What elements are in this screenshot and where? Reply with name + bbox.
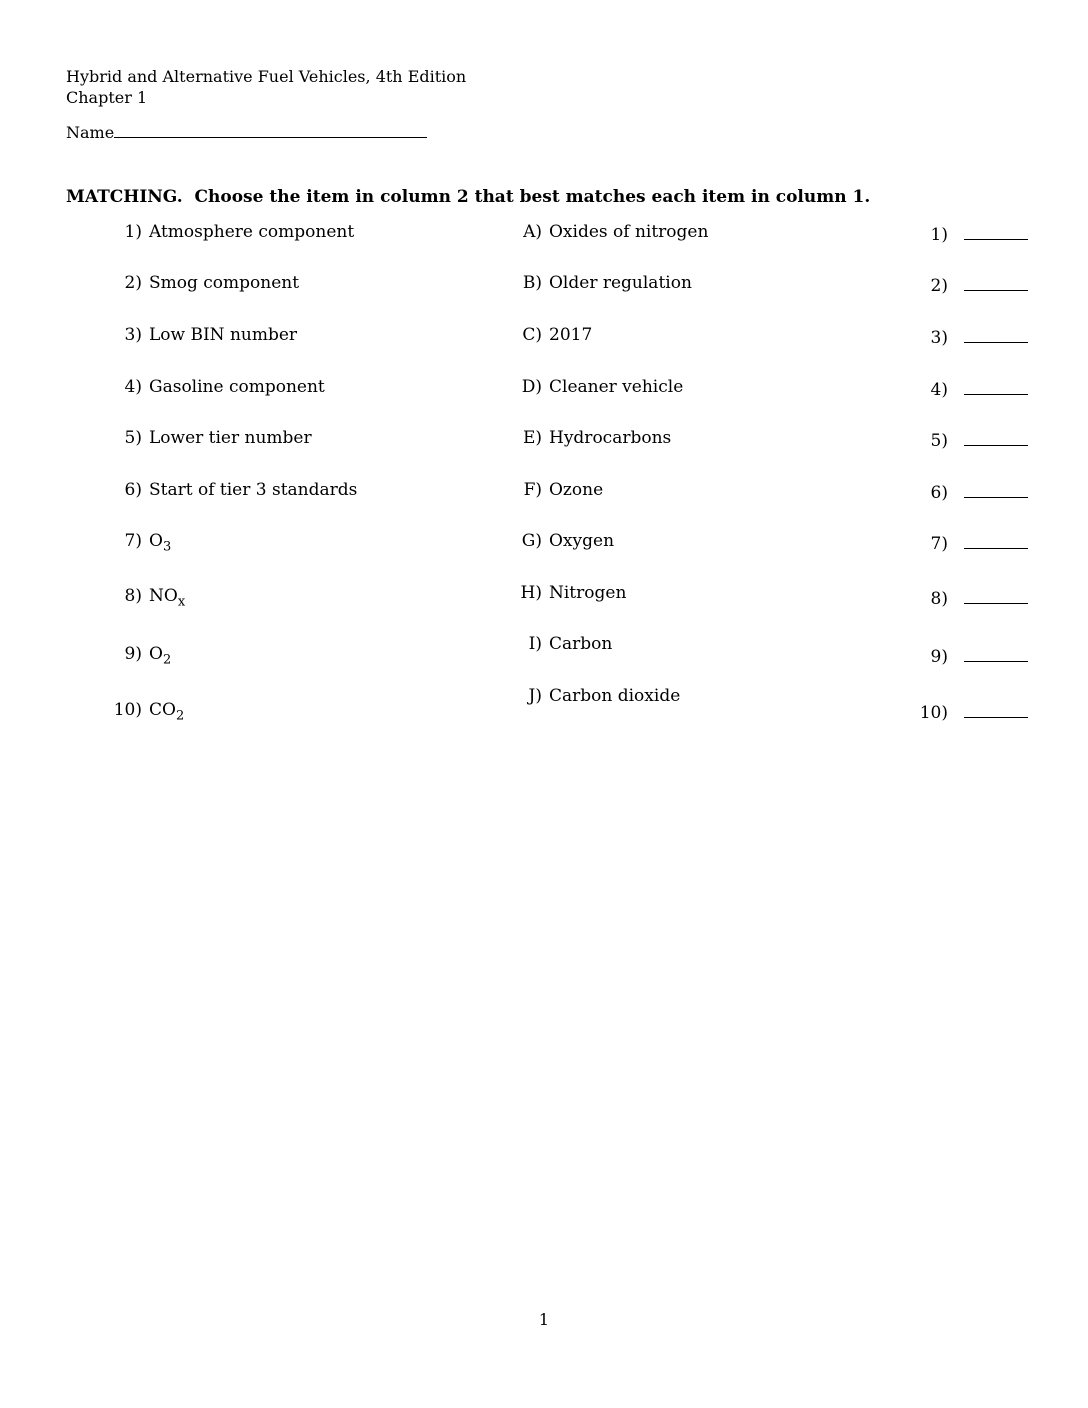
item-number: 7): [124, 531, 142, 551]
matching-choice: [498, 480, 603, 500]
item-subscript: 2: [162, 652, 172, 668]
answer-number: 6): [930, 483, 948, 503]
item-label: Start of tier 3 standards: [149, 480, 358, 500]
matching-choice: [498, 222, 708, 242]
matching-item: [96, 480, 357, 500]
answer-row: [902, 644, 1028, 667]
item-number: 10): [113, 700, 142, 720]
name-field-row: [66, 121, 427, 142]
choice-letter: I): [528, 634, 542, 654]
matching-choice: [498, 583, 626, 603]
choice-label: Older regulation: [549, 273, 692, 293]
book-title: Hybrid and Alternative Fuel Vehicles, 4th Edition: [66, 67, 467, 86]
matching-item: [96, 377, 325, 397]
item-label: O: [149, 644, 163, 664]
matching-item: [96, 325, 297, 345]
item-label: Smog component: [149, 273, 300, 293]
answer-row: [902, 222, 1028, 245]
matching-choice: [498, 273, 692, 293]
choice-label: Cleaner vehicle: [549, 377, 684, 397]
matching-choice: [498, 377, 683, 397]
choice-letter: E): [522, 428, 542, 448]
answer-row: [902, 273, 1028, 296]
answer-row: [902, 377, 1028, 400]
name-label: Name: [66, 123, 115, 142]
item-subscript: 2: [175, 708, 185, 724]
choice-label: Hydrocarbons: [549, 428, 672, 448]
choice-label: Carbon dioxide: [549, 686, 681, 706]
item-number: 4): [124, 377, 142, 397]
answer-number: 7): [930, 534, 948, 554]
matching-choice: [498, 428, 671, 448]
answer-blank: [964, 222, 1028, 240]
choice-letter: H): [520, 583, 542, 603]
matching-choice: [498, 325, 592, 345]
item-number: 9): [124, 644, 142, 664]
answer-blank: [964, 480, 1028, 498]
choice-label: Ozone: [549, 480, 604, 500]
answer-number: 2): [930, 276, 948, 296]
item-label: Gasoline component: [149, 377, 325, 397]
answer-blank: [964, 700, 1028, 718]
answer-number: 1): [930, 225, 948, 245]
matching-choice: [498, 634, 612, 654]
choice-letter: G): [521, 531, 542, 551]
answer-number: 8): [930, 589, 948, 609]
item-number: 2): [124, 273, 142, 293]
choice-letter: F): [523, 480, 542, 500]
item-label: CO: [149, 700, 176, 720]
matching-choice: [498, 531, 614, 551]
answer-blank: [964, 273, 1028, 291]
answer-blank: [964, 325, 1028, 343]
choice-letter: A): [523, 222, 542, 242]
item-label: Atmosphere component: [149, 222, 355, 242]
matching-item: [96, 428, 312, 448]
chapter-label: Chapter 1: [66, 88, 148, 107]
choice-letter: J): [528, 686, 542, 706]
choice-label: Nitrogen: [549, 583, 627, 603]
answer-row: [902, 700, 1028, 723]
answer-number: 10): [919, 703, 948, 723]
document-header: [66, 66, 466, 108]
answer-blank: [964, 377, 1028, 395]
matching-item: [96, 586, 186, 610]
choice-letter: C): [522, 325, 542, 345]
matching-item: [96, 644, 172, 668]
item-subscript: 3: [162, 539, 172, 555]
item-number: 6): [124, 480, 142, 500]
choice-label: Carbon: [549, 634, 613, 654]
answer-row: [902, 586, 1028, 609]
item-number: 8): [124, 586, 142, 606]
answer-blank: [964, 531, 1028, 549]
answer-number: 3): [930, 328, 948, 348]
answer-number: 5): [930, 431, 948, 451]
matching-item: [96, 222, 354, 242]
choice-letter: D): [521, 377, 542, 397]
answer-row: [902, 531, 1028, 554]
item-label: Lower tier number: [149, 428, 312, 448]
answer-blank: [964, 644, 1028, 662]
answer-number: 4): [930, 380, 948, 400]
page-number: 1: [538, 1310, 550, 1329]
matching-choice: [498, 686, 680, 706]
matching-item: [96, 700, 185, 724]
answer-row: [902, 428, 1028, 451]
name-blank-line: [114, 121, 427, 138]
choice-label: Oxides of nitrogen: [549, 222, 709, 242]
answer-number: 9): [930, 647, 948, 667]
choice-letter: B): [522, 273, 542, 293]
item-number: 3): [124, 325, 142, 345]
item-subscript: x: [177, 594, 186, 610]
matching-instructions: MATCHING. Choose the item in column 2 that best matches each item in column 1.: [66, 187, 871, 207]
matching-item: [96, 531, 172, 555]
answer-row: [902, 480, 1028, 503]
matching-item: [96, 273, 299, 293]
answer-row: [902, 325, 1028, 348]
item-label: NO: [149, 586, 178, 606]
choice-label: 2017: [549, 325, 593, 345]
item-label: O: [149, 531, 163, 551]
item-number: 1): [124, 222, 142, 242]
choice-label: Oxygen: [549, 531, 615, 551]
item-number: 5): [124, 428, 142, 448]
answer-blank: [964, 586, 1028, 604]
item-label: Low BIN number: [149, 325, 298, 345]
answer-blank: [964, 428, 1028, 446]
